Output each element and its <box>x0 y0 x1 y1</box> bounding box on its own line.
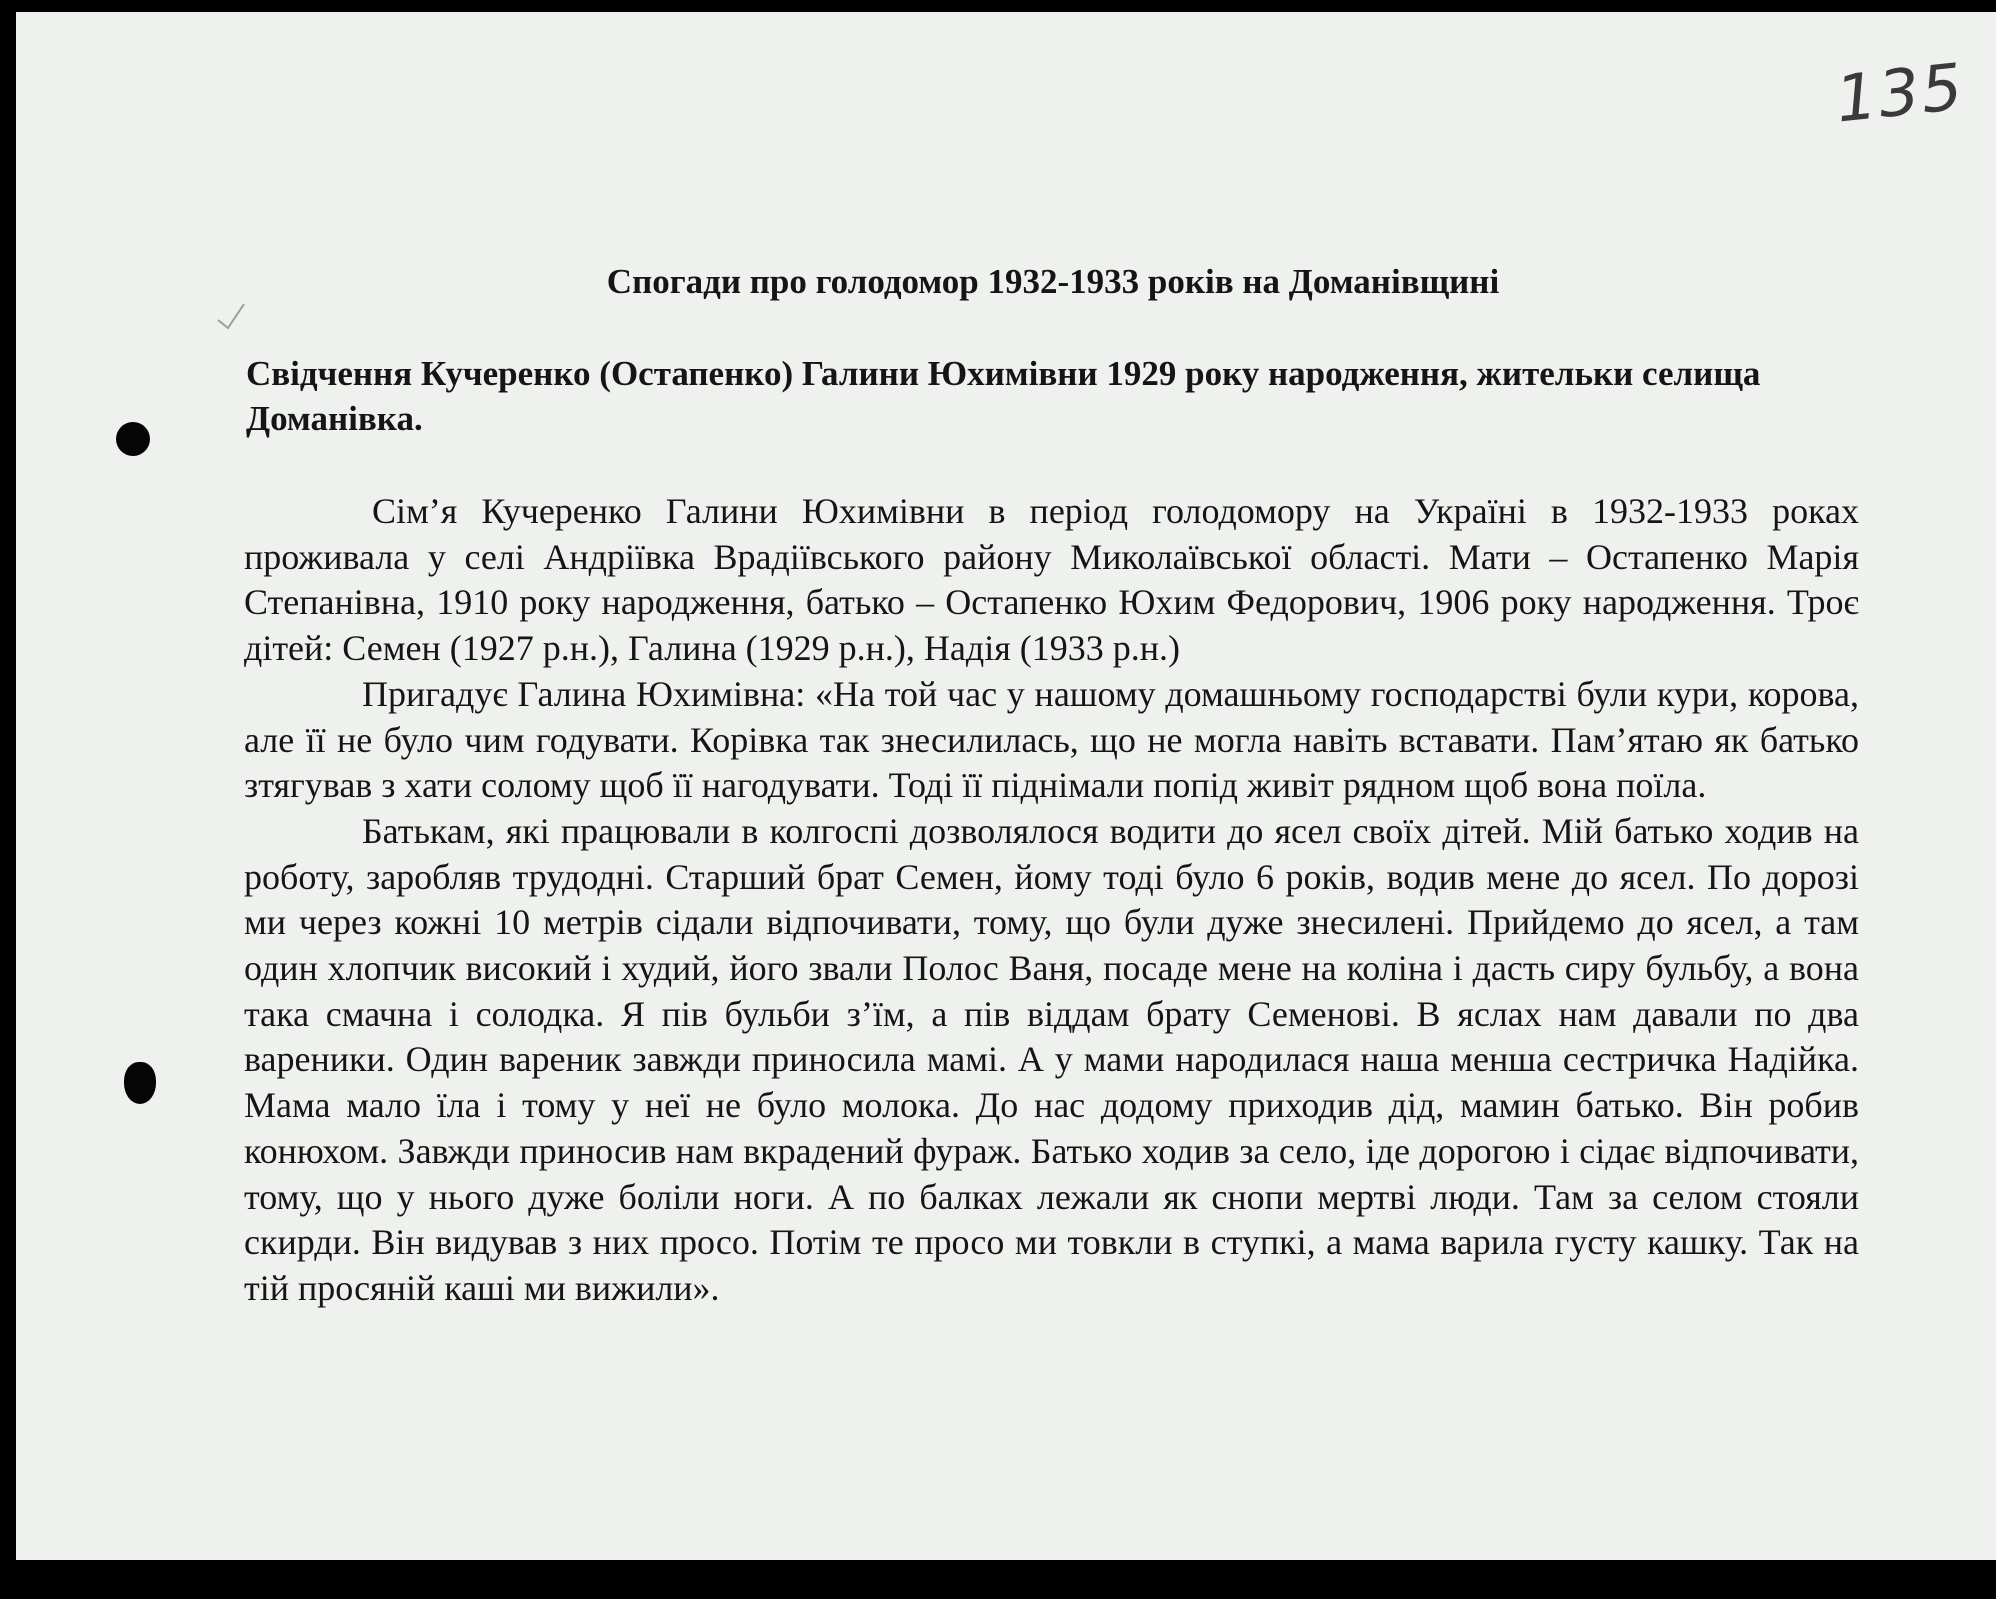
handwritten-page-number: 135 <box>1832 50 1968 138</box>
punch-hole-top <box>116 422 150 456</box>
paragraph-recollection: Пригадує Галина Юхимівна: «На той час у нашому домашньому господарстві були кури, корова, але її не було чим годувати. Корівка так знесилилась, що не могла навіть вставати. Пам’ятаю як батько зтягував з хати солому щоб її нагодувати. Тоді її піднімали попід живіт рядном щоб вона поїла. <box>244 673 1859 806</box>
document-body <box>244 489 1859 1312</box>
paragraph-family: Сім’я Кучеренко Галини Юхимівни в період голодомору на Україні в 1932-1933 роках проживала у селі Андріївка Врадіївського району Миколаївської області. Мати – Остапенко Марія Степанівна, 1910 року народження, батько – Остапенко Юхим Федорович, 1906 року народження. Троє дітей: Семен (1927 р.н.), Галина (1929 р.н.), Надія (1933 р.н.) <box>244 491 1859 669</box>
paragraph-nursery: Батькам, які працювали в колгоспі дозволялося водити до ясел своїх дітей. Мій батько ходив на роботу, заробляв трудодні. Старший брат Семен, йому тоді було 6 років, водив мене до ясел. По дорозі ми через кожні 10 метрів сідали відпочивати, тому, що були дуже знесилені. Прийдемо до ясел, а там один хлопчик високий і худий, його звали Полос Ваня, посаде мене на коліна і дасть сиру бульбу, а вона така смачна і солодка. Я пів бульби з’їм, а пів віддам брату Семенові. В яслах нам давали по два вареники. Один вареник завжди приносила мамі. А у мами народилася наша менша сестричка Надійка. Мама мало їла і тому у неї не було молока. До нас додому приходив дід, мамин батько. Він робив конюхом. Завжди приносив нам вкрадений фураж. Батько ходив за село, іде дорогою і сідає відпочивати, тому, що у нього дуже боліли ноги. А по балках лежали як снопи мертві люди. Там за селом стояли скирди. Він видував з них просо. Потім те просо ми товкли в ступкі, а мама варила густу кашку. Так на тій просяній каші ми вижили». <box>244 810 1859 1308</box>
paper-sheet <box>16 12 1996 1560</box>
testimony-heading: Свідчення Кучеренко (Остапенко) Галини Юхимівни 1929 року народження, жительки селища Доманівка. <box>246 354 1761 438</box>
pencil-tick-mark <box>216 300 246 330</box>
document-title: Спогади про голодомор 1932-1933 років на Доманівщині <box>606 262 1500 301</box>
punch-hole-bottom <box>124 1062 156 1104</box>
